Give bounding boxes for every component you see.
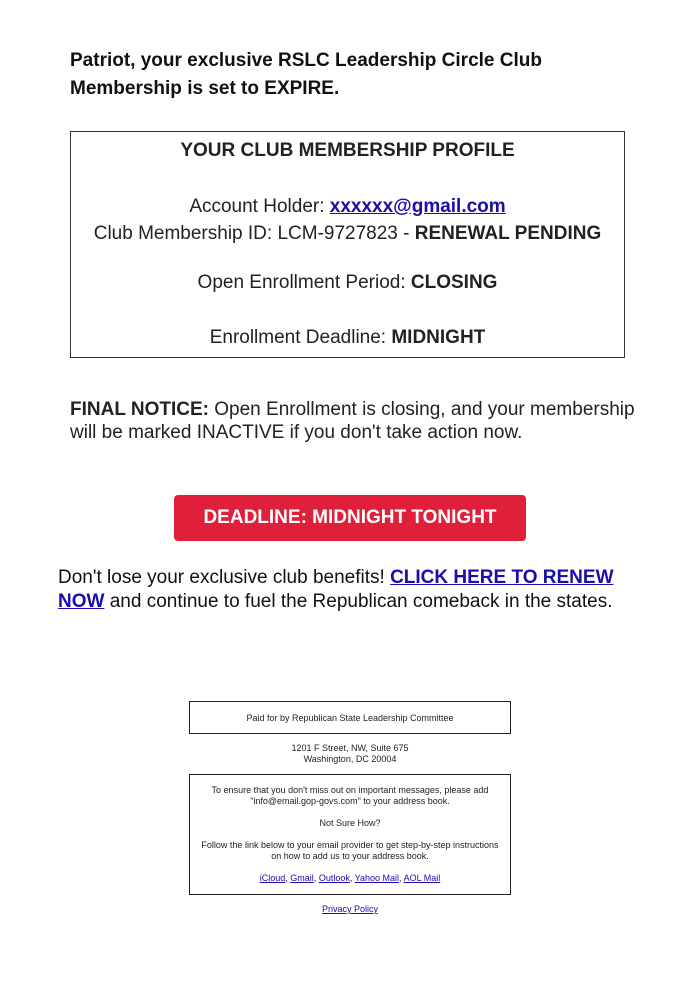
paid-for-box bbox=[189, 701, 511, 734]
enrollment-deadline-value: MIDNIGHT bbox=[391, 327, 486, 348]
enrollment-deadline-label: Enrollment Deadline: bbox=[209, 327, 392, 348]
deadline-cta-button[interactable]: DEADLINE: MIDNIGHT TONIGHT bbox=[174, 495, 526, 541]
address-line-2: Washington, DC 20004 bbox=[303, 754, 397, 764]
headline: Patriot, your exclusive RSLC Leadership Circle Club Membership is set to EXPIRE. bbox=[70, 50, 542, 99]
renew-suffix: and continue to fuel the Republican comeback in the states. bbox=[104, 590, 613, 612]
renew-prefix: Don't lose your exclusive club benefits! bbox=[58, 567, 391, 588]
address-book-box bbox=[189, 774, 511, 895]
address-line-1: 1201 F Street, NW, Suite 675 bbox=[291, 743, 409, 753]
renew-paragraph bbox=[58, 566, 648, 613]
icloud-link[interactable]: iCloud bbox=[259, 873, 286, 883]
enrollment-deadline-row bbox=[71, 327, 624, 349]
enrollment-period-status: CLOSING bbox=[410, 272, 498, 293]
enrollment-period-row bbox=[71, 272, 624, 294]
profile-title: YOUR CLUB MEMBERSHIP PROFILE bbox=[180, 140, 515, 161]
renew-now-link[interactable]: CLICK HERE TO RENEW NOW bbox=[58, 567, 614, 612]
account-holder-email-link[interactable]: xxxxxx@gmail.com bbox=[329, 196, 506, 217]
account-holder-row bbox=[71, 196, 624, 218]
aol-mail-link[interactable]: AOL Mail bbox=[403, 873, 441, 883]
membership-id-label: Club Membership ID: LCM-9727823 - bbox=[93, 223, 415, 244]
gmail-link[interactable]: Gmail bbox=[290, 873, 314, 883]
final-notice bbox=[70, 398, 640, 444]
paid-for-text: Paid for by Republican State Leadership Committee bbox=[246, 712, 454, 723]
membership-id-row bbox=[71, 223, 624, 245]
final-notice-text: Open Enrollment is closing, and your membership will be marked INACTIVE if you don't take action now. bbox=[70, 399, 635, 443]
privacy-policy-link[interactable]: Privacy Policy bbox=[321, 904, 378, 914]
not-sure-text: Not Sure How? bbox=[319, 818, 381, 828]
privacy-policy-row bbox=[189, 904, 511, 914]
account-holder-label: Account Holder: bbox=[189, 196, 330, 217]
membership-profile-box bbox=[70, 131, 625, 358]
mailing-address bbox=[189, 743, 511, 765]
membership-status: RENEWAL PENDING bbox=[414, 223, 602, 244]
address-book-notice: To ensure that you don't miss out on important messages, please add "info@email.gop-govs.com" to your address book. bbox=[211, 785, 489, 806]
yahoo-mail-link[interactable]: Yahoo Mail bbox=[354, 873, 400, 883]
email-provider-links: iCloud, Gmail, Outlook, Yahoo Mail, AOL Mail bbox=[259, 873, 441, 883]
outlook-link[interactable]: Outlook bbox=[318, 873, 350, 883]
follow-link-text: Follow the link below to your email provider to get step-by-step instructions on how to add us to your address book. bbox=[201, 840, 499, 861]
final-notice-label: FINAL NOTICE: bbox=[70, 399, 209, 420]
enrollment-period-label: Open Enrollment Period: bbox=[197, 272, 411, 293]
